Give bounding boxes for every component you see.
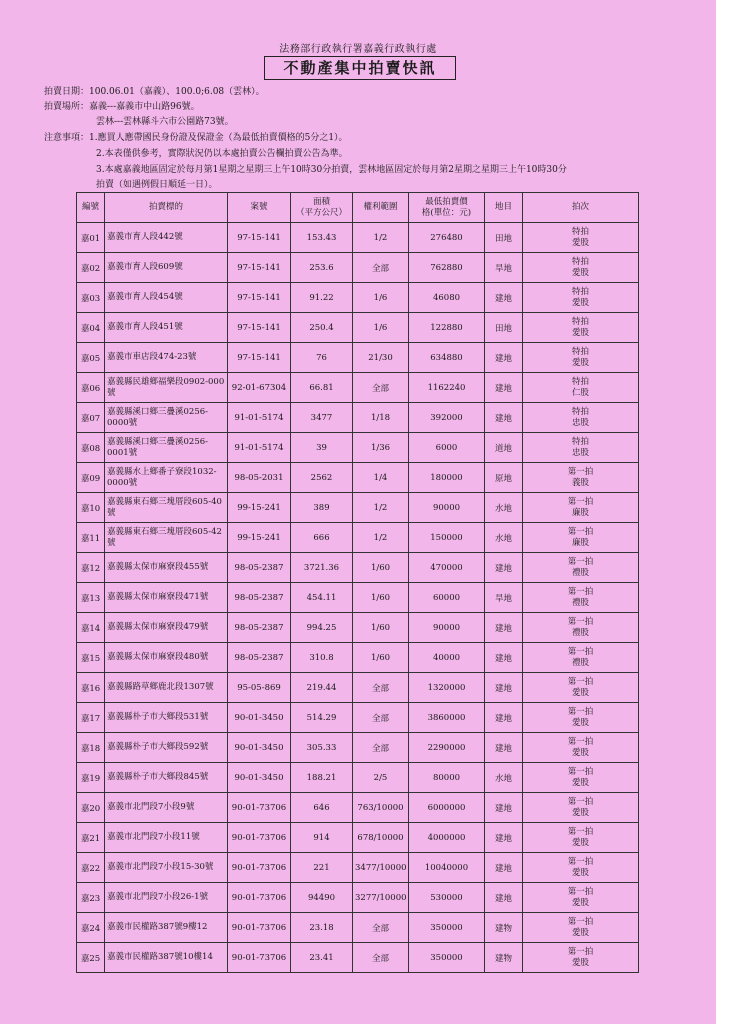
cell-round	[523, 403, 639, 433]
table-row	[77, 343, 639, 373]
section-label: 愛股	[571, 687, 589, 698]
note-3: 3.本處嘉義地區固定於每月第1星期之星期三上午10時30分拍賣，雲林地區固定於每月第2星期之星期三上午10時30分	[96, 165, 567, 175]
section-label: 禮股	[571, 597, 589, 608]
cell-no: 嘉25	[77, 943, 105, 973]
cell-round	[523, 613, 639, 643]
cell-rights: 763/10000	[353, 793, 409, 823]
cell-land: 建地	[485, 373, 523, 403]
section-label: 禮股	[571, 657, 589, 668]
cell-land: 建地	[485, 853, 523, 883]
round-label: 第一拍	[567, 616, 594, 627]
cell-area: 23.41	[291, 943, 353, 973]
cell-round	[523, 313, 639, 343]
col-header-round: 拍次	[523, 193, 639, 223]
cell-target: 嘉義市北門段7小段15-30號	[105, 853, 228, 883]
cell-rights: 21/30	[353, 343, 409, 373]
cell-no: 嘉20	[77, 793, 105, 823]
cell-land: 道地	[485, 433, 523, 463]
cell-target: 嘉義縣朴子市大鄉段531號	[105, 703, 228, 733]
cell-price: 10040000	[409, 853, 485, 883]
table-row	[77, 703, 639, 733]
cell-area: 3477	[291, 403, 353, 433]
cell-round	[523, 703, 639, 733]
table-row	[77, 733, 639, 763]
cell-rights: 1/36	[353, 433, 409, 463]
round-label: 第一拍	[567, 916, 594, 927]
round-label: 特拍	[571, 316, 589, 327]
cell-case: 90-01-3450	[228, 703, 291, 733]
section-label: 愛股	[571, 837, 589, 848]
section-label: 愛股	[571, 717, 589, 728]
cell-price: 90000	[409, 493, 485, 523]
cell-no: 嘉01	[77, 223, 105, 253]
cell-round	[523, 853, 639, 883]
cell-land: 水地	[485, 493, 523, 523]
cell-no: 嘉23	[77, 883, 105, 913]
round-label: 第一拍	[567, 766, 594, 777]
cell-target: 嘉義市育人段451號	[105, 313, 228, 343]
cell-area: 221	[291, 853, 353, 883]
cell-rights: 3277/10000	[353, 883, 409, 913]
cell-price: 350000	[409, 943, 485, 973]
section-label: 愛股	[571, 267, 589, 278]
table-row	[77, 943, 639, 973]
cell-case: 90-01-73706	[228, 913, 291, 943]
cell-no: 嘉03	[77, 283, 105, 313]
cell-land: 建地	[485, 793, 523, 823]
note-3-continued: 拍賣（如遇例假日順延一日）。	[96, 180, 218, 190]
cell-target: 嘉義縣朴子市大鄉段592號	[105, 733, 228, 763]
table-row	[77, 643, 639, 673]
table-row	[77, 673, 639, 703]
cell-target: 嘉義縣水上鄉番子寮段1032-0000號	[105, 463, 228, 493]
cell-no: 嘉10	[77, 493, 105, 523]
cell-target: 嘉義縣路草鄉鹿北段1307號	[105, 673, 228, 703]
section-label: 愛股	[571, 957, 589, 968]
cell-no: 嘉02	[77, 253, 105, 283]
cell-price: 762880	[409, 253, 485, 283]
cell-target: 嘉義縣太保市麻寮段480號	[105, 643, 228, 673]
section-label: 愛股	[571, 807, 589, 818]
cell-case: 97-15-141	[228, 283, 291, 313]
cell-rights: 全部	[353, 913, 409, 943]
cell-case: 99-15-241	[228, 523, 291, 553]
cell-no: 嘉21	[77, 823, 105, 853]
col-header-target: 拍賣標的	[105, 193, 228, 223]
round-label: 特拍	[571, 346, 589, 357]
table-row	[77, 223, 639, 253]
cell-round	[523, 913, 639, 943]
table-row	[77, 373, 639, 403]
round-label: 第一拍	[567, 736, 594, 747]
cell-case: 91-01-5174	[228, 433, 291, 463]
round-label: 第一拍	[567, 586, 594, 597]
section-label: 愛股	[571, 897, 589, 908]
table-row	[77, 793, 639, 823]
cell-price: 60000	[409, 583, 485, 613]
cell-no: 嘉05	[77, 343, 105, 373]
table-body	[77, 223, 639, 973]
cell-price: 3860000	[409, 703, 485, 733]
table-row	[77, 583, 639, 613]
cell-price: 6000000	[409, 793, 485, 823]
cell-area: 389	[291, 493, 353, 523]
cell-target: 嘉義市北門段7小段9號	[105, 793, 228, 823]
cell-target: 嘉義市民權路387號10樓14	[105, 943, 228, 973]
cell-no: 嘉17	[77, 703, 105, 733]
col-header-price-label: 最低拍賣價	[425, 196, 468, 207]
cell-land: 建地	[485, 733, 523, 763]
section-label: 愛股	[571, 867, 589, 878]
table-row	[77, 763, 639, 793]
cell-area: 23.18	[291, 913, 353, 943]
cell-land: 建地	[485, 823, 523, 853]
round-label: 第一拍	[567, 676, 594, 687]
cell-rights: 2/5	[353, 763, 409, 793]
cell-rights: 全部	[353, 943, 409, 973]
cell-case: 91-01-5174	[228, 403, 291, 433]
cell-price: 392000	[409, 403, 485, 433]
cell-rights: 1/2	[353, 523, 409, 553]
cell-rights: 1/60	[353, 613, 409, 643]
cell-round	[523, 643, 639, 673]
table-row	[77, 853, 639, 883]
cell-land: 建物	[485, 913, 523, 943]
cell-rights: 1/2	[353, 223, 409, 253]
cell-rights: 1/2	[353, 493, 409, 523]
cell-rights: 1/6	[353, 313, 409, 343]
table-row	[77, 283, 639, 313]
section-label: 義股	[571, 477, 589, 488]
cell-land: 田地	[485, 223, 523, 253]
cell-rights: 全部	[353, 253, 409, 283]
cell-case: 98-05-2387	[228, 643, 291, 673]
cell-no: 嘉14	[77, 613, 105, 643]
cell-price: 46080	[409, 283, 485, 313]
cell-land: 建地	[485, 343, 523, 373]
cell-target: 嘉義市北門段7小段11號	[105, 823, 228, 853]
cell-case: 98-05-2031	[228, 463, 291, 493]
cell-no: 嘉07	[77, 403, 105, 433]
col-header-area-label: 面積	[312, 196, 330, 207]
cell-rights: 全部	[353, 373, 409, 403]
cell-case: 90-01-3450	[228, 733, 291, 763]
cell-target: 嘉義市育人段609號	[105, 253, 228, 283]
table-header-row	[77, 193, 639, 223]
cell-target: 嘉義市育人段442號	[105, 223, 228, 253]
section-label: 禮股	[571, 567, 589, 578]
cell-area: 253.6	[291, 253, 353, 283]
cell-round	[523, 943, 639, 973]
cell-no: 嘉12	[77, 553, 105, 583]
round-label: 特拍	[571, 286, 589, 297]
col-header-price-unit: 格(單位：元)	[421, 207, 472, 218]
cell-round	[523, 733, 639, 763]
cell-land: 原地	[485, 463, 523, 493]
cell-target: 嘉義縣太保市麻寮段455號	[105, 553, 228, 583]
cell-land: 建地	[485, 403, 523, 433]
cell-round	[523, 523, 639, 553]
cell-round	[523, 433, 639, 463]
round-label: 第一拍	[567, 526, 594, 537]
cell-target: 嘉義縣朴子市大鄉段845號	[105, 763, 228, 793]
cell-land: 水地	[485, 523, 523, 553]
col-header-price	[409, 193, 485, 223]
round-label: 第一拍	[567, 466, 594, 477]
auction-table	[76, 192, 639, 973]
cell-area: 76	[291, 343, 353, 373]
auction-place: 拍賣場所：嘉義---嘉義市中山路96號。	[44, 102, 200, 112]
cell-land: 水地	[485, 763, 523, 793]
round-label: 特拍	[571, 376, 589, 387]
cell-no: 嘉11	[77, 523, 105, 553]
round-label: 第一拍	[567, 826, 594, 837]
cell-price: 180000	[409, 463, 485, 493]
cell-case: 90-01-73706	[228, 793, 291, 823]
cell-price: 634880	[409, 343, 485, 373]
cell-price: 4000000	[409, 823, 485, 853]
cell-area: 91.22	[291, 283, 353, 313]
col-header-rights: 權利範圍	[353, 193, 409, 223]
cell-case: 90-01-3450	[228, 763, 291, 793]
cell-land: 建地	[485, 703, 523, 733]
cell-no: 嘉08	[77, 433, 105, 463]
cell-land: 旱地	[485, 583, 523, 613]
section-label: 愛股	[571, 357, 589, 368]
cell-round	[523, 583, 639, 613]
cell-round	[523, 373, 639, 403]
cell-case: 90-01-73706	[228, 853, 291, 883]
cell-area: 250.4	[291, 313, 353, 343]
cell-area: 666	[291, 523, 353, 553]
section-label: 忠股	[571, 447, 589, 458]
cell-round	[523, 493, 639, 523]
cell-no: 嘉16	[77, 673, 105, 703]
section-label: 愛股	[571, 747, 589, 758]
cell-round	[523, 553, 639, 583]
cell-case: 97-15-141	[228, 223, 291, 253]
cell-price: 80000	[409, 763, 485, 793]
col-header-no: 編號	[77, 193, 105, 223]
cell-rights: 全部	[353, 703, 409, 733]
cell-land: 建地	[485, 883, 523, 913]
section-label: 愛股	[571, 777, 589, 788]
round-label: 特拍	[571, 436, 589, 447]
cell-round	[523, 223, 639, 253]
section-label: 廉股	[571, 537, 589, 548]
cell-rights: 678/10000	[353, 823, 409, 853]
round-label: 第一拍	[567, 706, 594, 717]
round-label: 第一拍	[567, 946, 594, 957]
cell-area: 310.8	[291, 643, 353, 673]
cell-round	[523, 883, 639, 913]
section-label: 愛股	[571, 927, 589, 938]
cell-land: 旱地	[485, 253, 523, 283]
table-row	[77, 493, 639, 523]
table-row	[77, 523, 639, 553]
agency-name: 法務部行政執行署嘉義行政執行處	[279, 44, 437, 55]
cell-case: 98-05-2387	[228, 553, 291, 583]
cell-rights: 全部	[353, 733, 409, 763]
cell-no: 嘉04	[77, 313, 105, 343]
note-1: 注意事項：1.應買人應帶國民身份證及保證金（為最低拍賣價格的5分之1）。	[44, 133, 348, 143]
cell-target: 嘉義市北門段7小段26-1號	[105, 883, 228, 913]
table-row	[77, 253, 639, 283]
cell-price: 350000	[409, 913, 485, 943]
cell-price: 276480	[409, 223, 485, 253]
cell-no: 嘉15	[77, 643, 105, 673]
cell-case: 90-01-73706	[228, 883, 291, 913]
cell-area: 188.21	[291, 763, 353, 793]
cell-no: 嘉06	[77, 373, 105, 403]
cell-round	[523, 673, 639, 703]
cell-price: 90000	[409, 613, 485, 643]
cell-target: 嘉義縣東石鄉三塊厝段605-42號	[105, 523, 228, 553]
cell-case: 97-15-141	[228, 253, 291, 283]
table-row	[77, 313, 639, 343]
round-label: 第一拍	[567, 556, 594, 567]
cell-round	[523, 283, 639, 313]
cell-area: 2562	[291, 463, 353, 493]
cell-price: 150000	[409, 523, 485, 553]
table-row	[77, 463, 639, 493]
cell-no: 嘉24	[77, 913, 105, 943]
col-header-land: 地目	[485, 193, 523, 223]
cell-case: 98-05-2387	[228, 583, 291, 613]
cell-land: 建地	[485, 553, 523, 583]
cell-round	[523, 793, 639, 823]
cell-rights: 1/60	[353, 583, 409, 613]
cell-land: 建物	[485, 943, 523, 973]
table-row	[77, 553, 639, 583]
cell-land: 田地	[485, 313, 523, 343]
round-label: 特拍	[571, 256, 589, 267]
cell-case: 97-15-141	[228, 343, 291, 373]
table-row	[77, 613, 639, 643]
cell-area: 454.11	[291, 583, 353, 613]
cell-land: 建地	[485, 643, 523, 673]
cell-area: 153.43	[291, 223, 353, 253]
cell-no: 嘉18	[77, 733, 105, 763]
cell-area: 646	[291, 793, 353, 823]
cell-price: 2290000	[409, 733, 485, 763]
round-label: 第一拍	[567, 856, 594, 867]
cell-no: 嘉09	[77, 463, 105, 493]
table-row	[77, 433, 639, 463]
cell-target: 嘉義市民權路387號9樓12	[105, 913, 228, 943]
section-label: 愛股	[571, 237, 589, 248]
document-title: 不動產集中拍賣快訊	[264, 56, 456, 80]
auction-place-yunlin: 雲林---雲林縣斗六市公園路73號。	[96, 117, 234, 127]
cell-case: 90-01-73706	[228, 823, 291, 853]
cell-area: 66.81	[291, 373, 353, 403]
cell-target: 嘉義縣太保市麻寮段471號	[105, 583, 228, 613]
round-label: 第一拍	[567, 646, 594, 657]
cell-price: 1320000	[409, 673, 485, 703]
cell-case: 99-15-241	[228, 493, 291, 523]
cell-rights: 1/18	[353, 403, 409, 433]
cell-price: 40000	[409, 643, 485, 673]
cell-price: 6000	[409, 433, 485, 463]
cell-area: 514.29	[291, 703, 353, 733]
cell-no: 嘉19	[77, 763, 105, 793]
col-header-area	[291, 193, 353, 223]
cell-area: 994.25	[291, 613, 353, 643]
auction-date: 拍賣日期：100.06.01（嘉義）、100.0;6.08（雲林）。	[44, 87, 265, 97]
cell-no: 嘉13	[77, 583, 105, 613]
cell-rights: 1/60	[353, 553, 409, 583]
cell-target: 嘉義縣太保市麻寮段479號	[105, 613, 228, 643]
cell-area: 94490	[291, 883, 353, 913]
cell-case: 90-01-73706	[228, 943, 291, 973]
cell-case: 95-05-869	[228, 673, 291, 703]
cell-area: 219.44	[291, 673, 353, 703]
round-label: 第一拍	[567, 796, 594, 807]
cell-rights: 1/6	[353, 283, 409, 313]
cell-land: 建地	[485, 613, 523, 643]
col-header-area-unit: （平方公尺）	[295, 207, 347, 218]
cell-price: 530000	[409, 883, 485, 913]
section-label: 愛股	[571, 327, 589, 338]
cell-round	[523, 823, 639, 853]
cell-target: 嘉義縣東石鄉三塊厝段605-40號	[105, 493, 228, 523]
cell-target: 嘉義市車店段474-23號	[105, 343, 228, 373]
table-row	[77, 883, 639, 913]
cell-rights: 3477/10000	[353, 853, 409, 883]
cell-case: 92-01-67304	[228, 373, 291, 403]
cell-no: 嘉22	[77, 853, 105, 883]
cell-price: 1162240	[409, 373, 485, 403]
cell-area: 39	[291, 433, 353, 463]
cell-case: 97-15-141	[228, 313, 291, 343]
cell-price: 122880	[409, 313, 485, 343]
cell-target: 嘉義市育人段454號	[105, 283, 228, 313]
cell-round	[523, 463, 639, 493]
cell-target: 嘉義縣民雄鄉福樂段0902-000號	[105, 373, 228, 403]
cell-target: 嘉義縣溪口鄉三疊溪0256-0000號	[105, 403, 228, 433]
cell-area: 305.33	[291, 733, 353, 763]
cell-round	[523, 343, 639, 373]
section-label: 仁股	[571, 387, 589, 398]
table-row	[77, 823, 639, 853]
cell-land: 建地	[485, 673, 523, 703]
round-label: 特拍	[571, 226, 589, 237]
section-label: 廉股	[571, 507, 589, 518]
cell-case: 98-05-2387	[228, 613, 291, 643]
cell-target: 嘉義縣溪口鄉三疊溪0256-0001號	[105, 433, 228, 463]
cell-area: 914	[291, 823, 353, 853]
cell-land: 建地	[485, 283, 523, 313]
note-2: 2.本表僅供參考，實際狀況仍以本處拍賣公告欄拍賣公告為準。	[96, 149, 348, 159]
round-label: 第一拍	[567, 496, 594, 507]
cell-price: 470000	[409, 553, 485, 583]
cell-rights: 1/4	[353, 463, 409, 493]
table-row	[77, 403, 639, 433]
col-header-case: 案號	[228, 193, 291, 223]
cell-round	[523, 253, 639, 283]
section-label: 愛股	[571, 297, 589, 308]
cell-area: 3721.36	[291, 553, 353, 583]
table-row	[77, 913, 639, 943]
round-label: 第一拍	[567, 886, 594, 897]
section-label: 禮股	[571, 627, 589, 638]
round-label: 特拍	[571, 406, 589, 417]
cell-rights: 全部	[353, 673, 409, 703]
cell-round	[523, 763, 639, 793]
section-label: 忠股	[571, 417, 589, 428]
cell-rights: 1/60	[353, 643, 409, 673]
